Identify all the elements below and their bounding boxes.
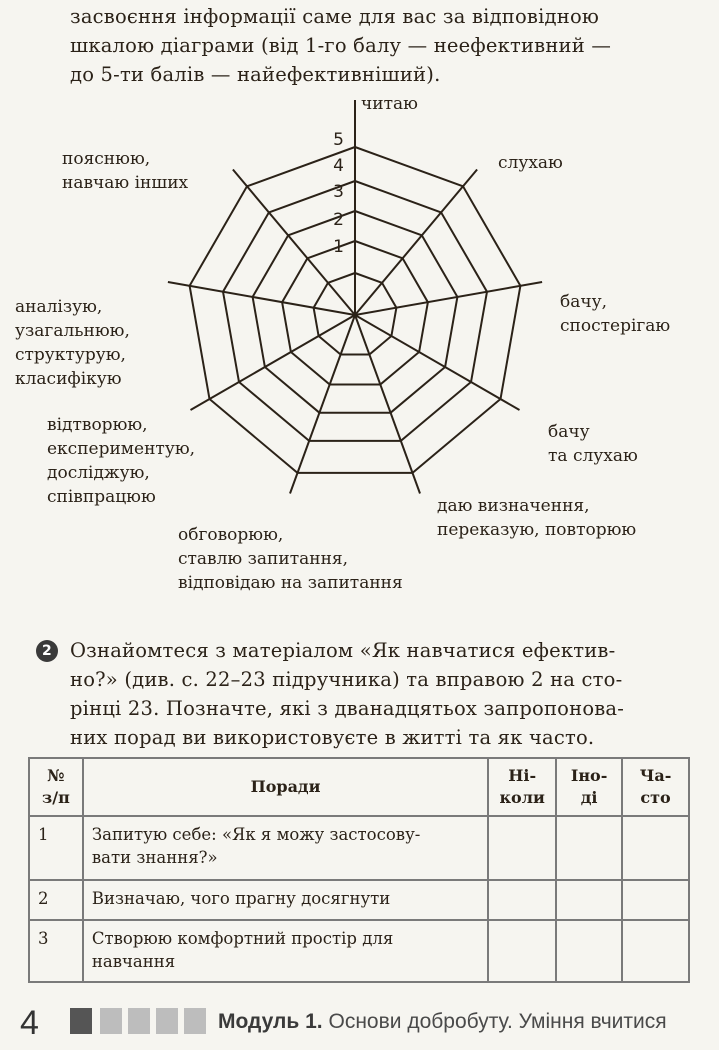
scale-label-4: 4 — [333, 156, 344, 176]
radar-scale — [333, 130, 344, 257]
cell-sometimes[interactable] — [556, 920, 622, 982]
footer-square — [156, 1008, 178, 1034]
intro-line: шкалою діаграми (від 1-го балу — неефективний — — [70, 34, 612, 57]
intro-line: до 5-ти балів — найефективніший). — [70, 63, 441, 86]
row-advice: Створюю комфортний простір для навчання — [83, 920, 488, 982]
radar-spoke-8 — [168, 282, 355, 315]
page-number: 4 — [20, 1004, 39, 1042]
task-line: рінці 23. Позначте, які з дванадцятьох запропонова- — [70, 697, 625, 720]
header-sometimes: Іно- ді — [556, 758, 622, 816]
scale-label-5: 5 — [333, 130, 344, 150]
task-number-badge: 2 — [36, 640, 58, 662]
intro-line: засвоєння інформації саме для вас за відповідною — [70, 5, 600, 28]
footer-square — [128, 1008, 150, 1034]
scale-label-2: 2 — [333, 210, 344, 230]
footer-square-dark — [70, 1008, 92, 1034]
header-num: № з/п — [29, 758, 83, 816]
row-advice: Визначаю, чого прагну досягнути — [83, 880, 488, 920]
cell-often[interactable] — [622, 816, 689, 880]
task-2 — [36, 636, 696, 752]
task-line: но?» (див. с. 22–23 підручника) та вправою 2 на сто- — [70, 668, 623, 691]
axis-label-reproduce: відтворюю, експериментую, досліджую, співпрацюю — [47, 415, 196, 507]
footer-module: Модуль 1. Основи добробуту. Уміння вчитися — [218, 1010, 667, 1033]
axis-label-define: даю визначення, переказую, повторюю — [437, 496, 637, 540]
radar-spoke-3 — [355, 282, 542, 315]
cell-sometimes[interactable] — [556, 880, 622, 920]
axis-label-listen: слухаю — [498, 153, 563, 173]
cell-often[interactable] — [622, 880, 689, 920]
axis-label-explain: пояснюю, навчаю інших — [62, 149, 189, 193]
axis-label-see-listen: бачу та слухаю — [548, 422, 638, 466]
axis-label-analyze: аналізую, узагальнюю, структурую, класифікую — [15, 297, 130, 389]
axis-label-read: читаю — [361, 94, 418, 114]
advice-table — [28, 757, 690, 983]
row-num: 2 — [29, 880, 83, 920]
row-advice: Запитую себе: «Як я можу застосову- вати знання?» — [83, 816, 488, 880]
axis-label-discuss: обговорюю, ставлю запитання, відповідаю на запитання — [178, 525, 403, 593]
task-line: них порад ви використовуєте в житті та як часто. — [70, 726, 595, 749]
footer-square — [100, 1008, 122, 1034]
task-line: Ознайомтеся з матеріалом «Як навчатися ефектив- — [70, 639, 616, 662]
footer-square — [184, 1008, 206, 1034]
intro-text — [70, 2, 690, 89]
radar-spoke-5 — [355, 315, 420, 494]
header-never: Ні- коли — [488, 758, 556, 816]
cell-often[interactable] — [622, 920, 689, 982]
row-num: 1 — [29, 816, 83, 880]
scale-label-1: 1 — [333, 237, 344, 257]
radar-spoke-6 — [290, 315, 355, 494]
cell-never[interactable] — [488, 816, 556, 880]
scale-label-3: 3 — [333, 182, 344, 202]
cell-never[interactable] — [488, 880, 556, 920]
table-row — [29, 880, 689, 920]
cell-sometimes[interactable] — [556, 816, 622, 880]
radar-spoke-7 — [191, 315, 356, 410]
axis-label-see-observe: бачу, спостерігаю — [560, 292, 671, 336]
header-often: Ча- сто — [622, 758, 689, 816]
header-advice: Поради — [83, 758, 488, 816]
cell-never[interactable] — [488, 920, 556, 982]
table-row — [29, 816, 689, 880]
row-num: 3 — [29, 920, 83, 982]
radar-spoke-4 — [355, 315, 520, 410]
table-row — [29, 920, 689, 982]
table-header-row — [29, 758, 689, 816]
